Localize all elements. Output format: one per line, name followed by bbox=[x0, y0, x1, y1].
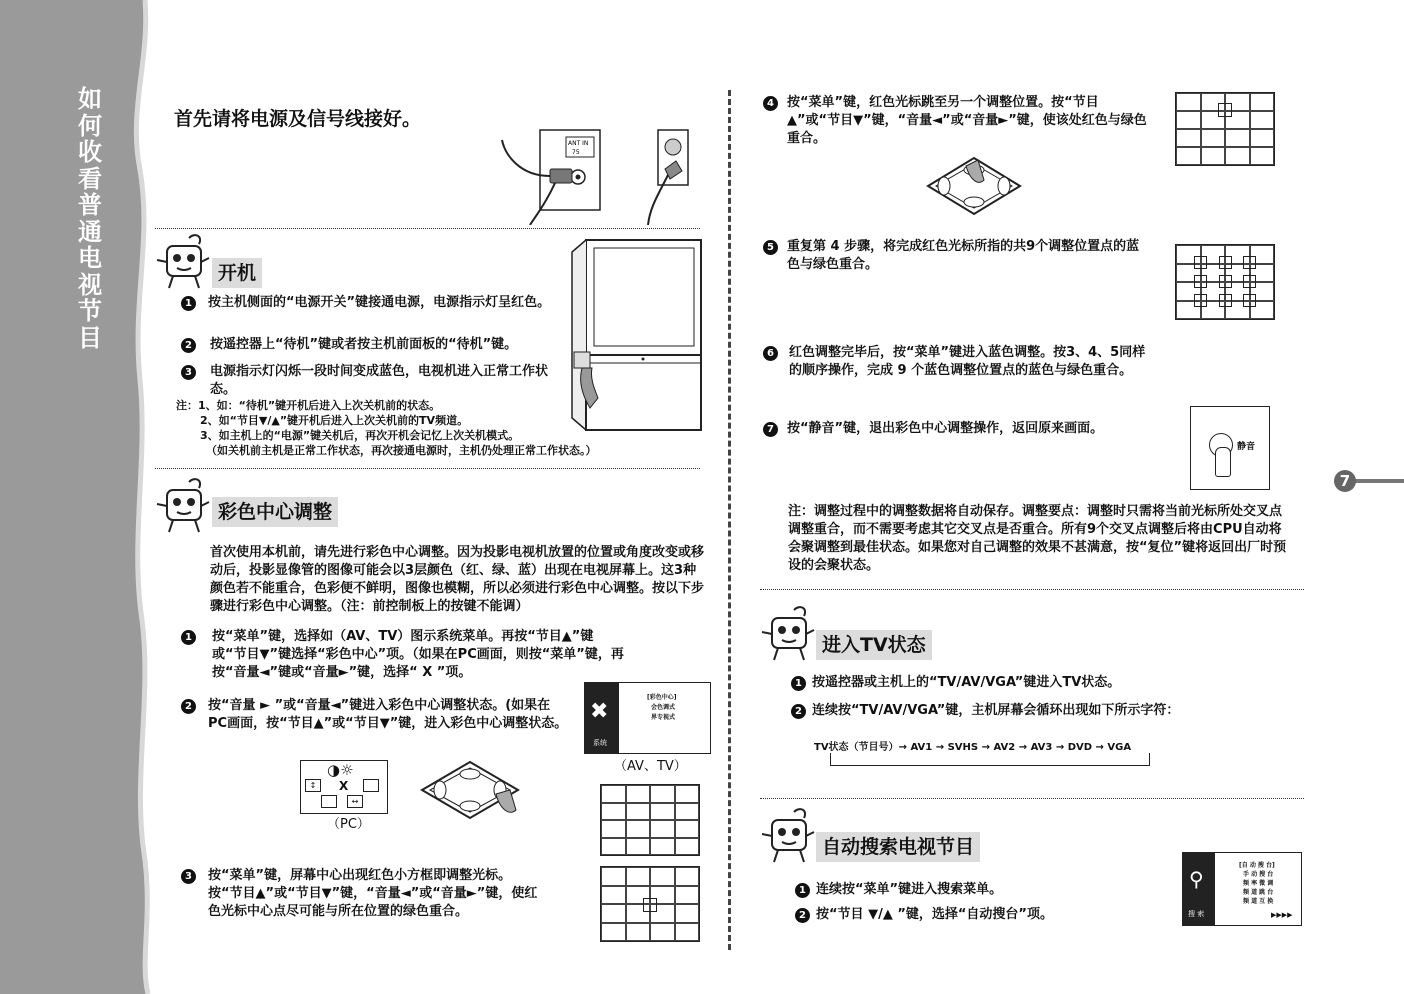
tv-step-1: 按遥控器或主机上的“TV/AV/VGA”键进入TV状态。 bbox=[812, 675, 1121, 690]
brightness-icon: ◑☼ bbox=[327, 761, 354, 779]
sequence-item: AV2 bbox=[993, 742, 1016, 753]
color-center-intro: 首次使用本机前，请先进行彩色中心调整。因为投影电视机放置的位置或角度改变或移动后，投影显像管的图像可能会以3层颜色（红、绿、蓝）出现在电视屏幕上。这3种颜色若不能重合，色彩便不鲜明，图像也模糊，所以必须进行彩色中心调整。按以下步骤进行彩色中心调整。（注：前控制板上的按键不能调） bbox=[210, 545, 705, 614]
power-heading: 开机 bbox=[212, 258, 262, 288]
divider bbox=[760, 589, 1304, 590]
antenna-icon: ⚲ bbox=[1189, 867, 1204, 891]
menu-arrows-icon: ▶▶▶▶ bbox=[1271, 911, 1293, 919]
page-number: 7 bbox=[1334, 470, 1356, 492]
vertical-icon bbox=[321, 795, 337, 808]
cursor-point bbox=[1194, 294, 1207, 307]
divider bbox=[155, 228, 700, 229]
tv-step-2: 连续按“TV/AV/VGA”键，主机屏幕会循环出现如下所示字符： bbox=[812, 703, 1180, 718]
position-icon: ↕ bbox=[305, 779, 321, 792]
sequence-item: AV1 bbox=[910, 742, 933, 753]
step-number-badge: 3 bbox=[181, 365, 196, 380]
divider bbox=[760, 798, 1304, 799]
right-step-6: 红色调整完毕后，按“菜单”键进入蓝色调整。按3、4、5同样的顺序操作，完成 9 个蓝色调整位置点的蓝色与绿色重合。 bbox=[789, 345, 1146, 378]
sidebar bbox=[0, 0, 160, 994]
sidebar-title: 如 何 收 看 普 通 电 视 节 目 bbox=[78, 85, 102, 352]
step-number-badge: 5 bbox=[763, 240, 778, 255]
cursor-point bbox=[1243, 256, 1256, 269]
system-menu-label: 系统 bbox=[593, 739, 607, 747]
search-step-1: 连续按“菜单”键进入搜索菜单。 bbox=[816, 882, 1003, 897]
right-step-4: 按“菜单”键，红色光标跳至另一个调整位置。按“节目▲”或“节目▼”键，“音量◄”或“音量►”键，使该处红色与绿色重合。 bbox=[787, 95, 1147, 146]
pc-menu-icons bbox=[300, 760, 388, 814]
search-menu-label: 搜 索 bbox=[1188, 910, 1205, 918]
step-number-badge: 1 bbox=[181, 630, 196, 645]
menu-item: [自 动 搜 台] bbox=[1239, 862, 1275, 869]
cursor-point bbox=[1243, 294, 1256, 307]
step-number-badge: 3 bbox=[181, 869, 196, 884]
step-number-badge: 4 bbox=[763, 96, 778, 111]
cursor-point bbox=[1219, 256, 1232, 269]
power-step-2: 按遥控器上“待机”键或者按主机前面板的“待机”键。 bbox=[210, 337, 518, 352]
menu-item: 会色调式 bbox=[651, 704, 676, 711]
cursor-point bbox=[1219, 294, 1232, 307]
step-number-badge: 2 bbox=[795, 908, 810, 923]
horizontal-icon: ↔ bbox=[347, 795, 363, 808]
power-notes: 注：1、如：“待机”键开机后进入上次关机前的状态。 2、如“节目▼/▲”键开机后进入上次关机前的TV频道。 3、如主机上的“电源”键关机后，再次开机会记忆上次关机模式。 （如关机前主机是正常工作状态，再次接通电源时，主机仍处理正常工作状态。） bbox=[176, 399, 597, 457]
red-cursor-box bbox=[643, 898, 657, 912]
menu-item: 频 道 跳 台 bbox=[1243, 889, 1274, 896]
cursor-point bbox=[1243, 275, 1256, 288]
auto-search-heading: 自动搜索电视节目 bbox=[816, 832, 980, 862]
power-step-1: 按主机侧面的“电源开关”键接通电源，电源指示灯呈红色。 bbox=[208, 295, 551, 310]
sequence-item: TV状态（节目号） bbox=[814, 742, 899, 753]
avtv-caption: （AV、TV） bbox=[614, 759, 687, 774]
sequence-item: AV3 bbox=[1030, 742, 1053, 753]
step-number-badge: 1 bbox=[181, 296, 196, 311]
tv-state-heading: 进入TV状态 bbox=[816, 630, 932, 660]
ant-sub: 75 bbox=[572, 149, 580, 156]
cursor-point bbox=[1194, 256, 1207, 269]
size-icon bbox=[363, 779, 379, 792]
remote-dpad-illustration bbox=[926, 156, 1022, 216]
menu-item: 界专视式 bbox=[651, 714, 676, 721]
page-number-tab bbox=[1334, 470, 1404, 492]
red-cursor-box bbox=[1218, 103, 1232, 117]
intro-title: 首先请将电源及信号线接好。 bbox=[174, 108, 422, 130]
step-number-badge: 7 bbox=[763, 422, 778, 437]
menu-item: [彩色中心] bbox=[647, 694, 677, 701]
step-number-badge: 1 bbox=[795, 883, 810, 898]
input-sequence: TV状态（节目号）→ AV1 → SVHS → AV2 → AV3 → DVD → VGA bbox=[814, 738, 1131, 753]
sequence-item: VGA bbox=[1107, 742, 1132, 753]
pc-caption: （PC） bbox=[327, 817, 370, 832]
right-step-7: 按“静音”键，退出彩色中心调整操作，返回原来画面。 bbox=[787, 421, 1104, 436]
step-number-badge: 2 bbox=[791, 704, 806, 719]
center-binding-line bbox=[728, 90, 731, 950]
color-step-1: 按“菜单”键，选择如（AV、TV）图示系统菜单。再按“节目▲”键或“节目▼”键选择“彩色中心”项。（如果在PC画面，则按“菜单”键，再按“音量◄”键或“音量►”键，选择“ X ”项。 bbox=[212, 629, 624, 680]
hand-icon bbox=[1215, 447, 1231, 477]
color-step-2: 按“音量 ► ”或“音量◄”键进入彩色中心调整状态。(如果在PC画面，按“节目▲”或“节目▼”键，进入彩色中心调整状态。 bbox=[208, 698, 568, 731]
wrench-icon: ✖ bbox=[590, 699, 609, 724]
power-step-3: 电源指示灯闪烁一段时间变成蓝色，电视机进入正常工作状态。 bbox=[210, 364, 549, 397]
color-center-heading: 彩色中心调整 bbox=[212, 497, 338, 527]
mute-button-illustration bbox=[1190, 406, 1270, 490]
step-number-badge: 2 bbox=[181, 699, 196, 714]
cursor-point bbox=[1219, 275, 1232, 288]
color-step-3: 按“菜单”键，屏幕中心出现红色小方框即调整光标。按“节目▲”或“节目▼”键，“音量◄”或“音量►”键，使红色光标中心点尽可能与所在位置的绿色重合。 bbox=[208, 868, 538, 919]
mascot-icon bbox=[760, 604, 816, 664]
cursor-point bbox=[1194, 275, 1207, 288]
mascot-icon bbox=[760, 806, 816, 866]
menu-item: 频 道 互 换 bbox=[1243, 898, 1274, 905]
step-number-badge: 6 bbox=[763, 346, 778, 361]
search-step-2: 按“节目 ▼/▲ ”键，选择“自动搜台”项。 bbox=[816, 907, 1053, 922]
system-menu-screen bbox=[584, 682, 711, 754]
menu-item: 手 动 搜 台 bbox=[1243, 871, 1274, 878]
step-number-badge: 2 bbox=[181, 338, 196, 353]
sequence-item: DVD bbox=[1067, 742, 1093, 753]
reset-x-icon: X bbox=[339, 779, 349, 793]
step-number-badge: 1 bbox=[791, 676, 806, 691]
menu-item: 频 率 微 调 bbox=[1243, 880, 1274, 887]
right-step-5: 重复第 4 步骤，将完成红色光标所指的共9个调整位置点的蓝色与绿色重合。 bbox=[787, 239, 1140, 272]
sequence-item: SVHS bbox=[947, 742, 979, 753]
remote-dpad-illustration bbox=[420, 760, 520, 820]
save-note: 注：调整过程中的调整数据将自动保存。调整要点：调整时只需将当前光标所处交叉点调整重合，而不需要考虑其它交叉点是否重合。所有9个交叉点调整后将由CPU自动将会聚调整到最佳状态。如果您对自己调整的效果不甚满意，按“复位”键将返回出厂时预设的会聚状态。 bbox=[788, 504, 1287, 573]
search-menu-screen bbox=[1182, 852, 1302, 926]
sequence-loop-line bbox=[830, 753, 1150, 766]
ant-label: ANT IN bbox=[568, 140, 589, 147]
convergence-grid bbox=[600, 784, 700, 856]
mascot-icon bbox=[155, 476, 211, 536]
signal-connection-illustration bbox=[500, 125, 700, 225]
divider bbox=[155, 468, 700, 469]
projection-tv-illustration bbox=[568, 238, 703, 433]
mascot-icon bbox=[155, 232, 211, 292]
mute-label: 静音 bbox=[1237, 442, 1256, 452]
